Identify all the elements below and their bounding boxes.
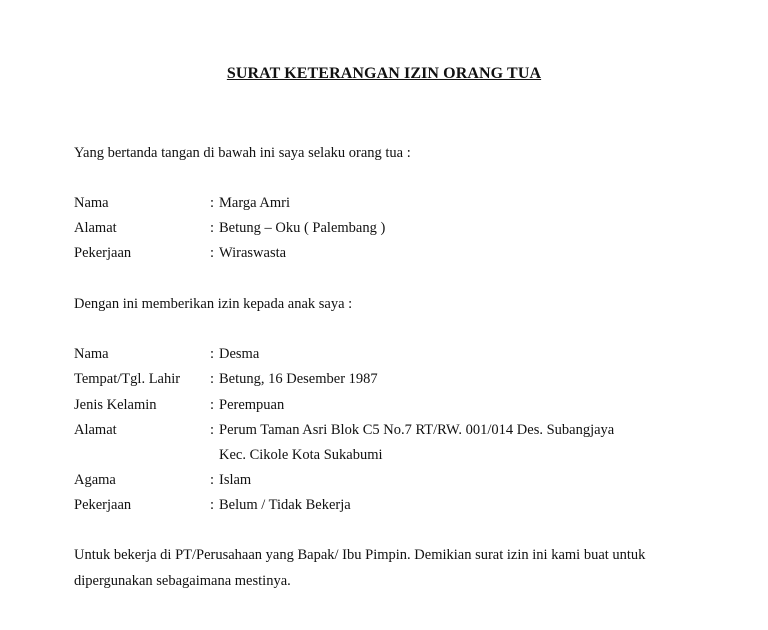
child-birth-row	[74, 371, 714, 391]
field-label: Tempat/Tgl. Lahir	[74, 371, 181, 387]
field-label: Pekerjaan	[74, 245, 132, 261]
intro-text: Yang bertanda tangan di bawah ini saya selaku orang tua :	[74, 145, 411, 161]
closing-text-line-1: Untuk bekerja di PT/Perusahaan yang Bapak/ Ibu Pimpin. Demikian surat izin ini kami buat untuk	[74, 547, 646, 563]
letter-title: SURAT KETERANGAN IZIN ORANG TUA	[226, 65, 542, 82]
child-religion-row	[74, 472, 714, 492]
field-colon: :	[210, 397, 215, 413]
field-colon: :	[210, 346, 215, 362]
field-label: Agama	[74, 472, 116, 488]
field-value: Perempuan	[219, 397, 285, 413]
permission-text: Dengan ini memberikan izin kepada anak saya :	[74, 296, 353, 312]
field-label: Jenis Kelamin	[74, 397, 157, 413]
field-value: Belum / Tidak Bekerja	[219, 497, 351, 513]
field-value: Betung, 16 Desember 1987	[219, 371, 378, 387]
field-label: Nama	[74, 195, 109, 211]
field-label: Pekerjaan	[74, 497, 132, 513]
child-name-row	[74, 346, 714, 366]
field-colon: :	[210, 497, 215, 513]
closing-text-line-2: dipergunakan sebagaimana mestinya.	[74, 573, 291, 589]
parent-name-row	[74, 195, 714, 215]
field-colon: :	[210, 245, 215, 261]
field-colon: :	[210, 371, 215, 387]
field-colon: :	[210, 472, 215, 488]
child-gender-row	[74, 397, 714, 417]
parent-occupation-row	[74, 245, 714, 265]
field-label: Nama	[74, 346, 109, 362]
field-value: Desma	[219, 346, 260, 362]
field-value: Betung – Oku ( Palembang )	[219, 220, 386, 236]
field-colon: :	[210, 422, 215, 438]
field-value: Perum Taman Asri Blok C5 No.7 RT/RW. 001/014 Des. Subangjaya	[219, 422, 615, 438]
child-address-continuation: Kec. Cikole Kota Sukabumi	[219, 447, 383, 463]
child-occupation-row	[74, 497, 714, 517]
field-value: Marga Amri	[219, 195, 291, 211]
child-address-row	[74, 422, 714, 442]
field-label: Alamat	[74, 422, 117, 438]
field-colon: :	[210, 220, 215, 236]
field-value: Wiraswasta	[219, 245, 287, 261]
field-label: Alamat	[74, 220, 117, 236]
field-value: Islam	[219, 472, 252, 488]
parent-address-row	[74, 220, 714, 240]
field-colon: :	[210, 195, 215, 211]
